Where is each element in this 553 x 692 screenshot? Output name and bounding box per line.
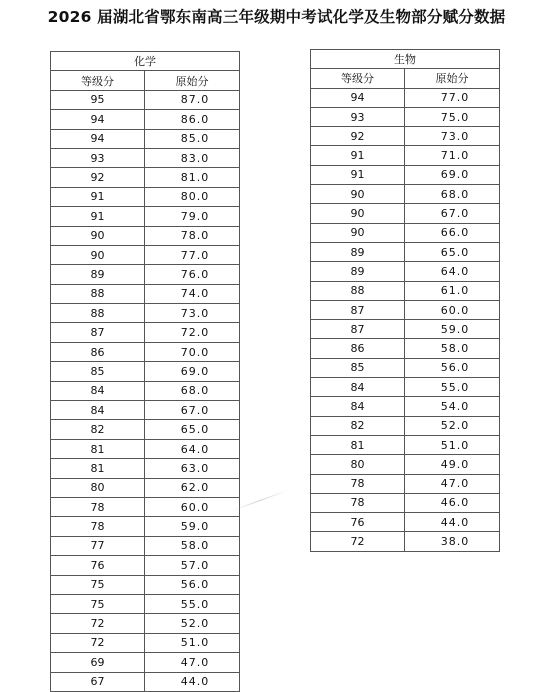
raw-score-cell: 78.0 [145, 226, 240, 245]
raw-score-cell: 51.0 [145, 633, 240, 652]
level-score-cell: 72 [51, 614, 145, 633]
table-row [51, 614, 240, 633]
level-score-cell: 93 [51, 148, 145, 167]
biology-table-title: 生物 [311, 50, 500, 69]
raw-score-cell: 58.0 [405, 339, 500, 358]
raw-score-cell: 54.0 [405, 397, 500, 416]
page-title: 2026 届湖北省鄂东南高三年级期中考试化学及生物部分赋分数据 [47, 8, 506, 26]
table-row [311, 513, 500, 532]
level-score-cell: 88 [51, 304, 145, 323]
level-score-cell: 81 [51, 439, 145, 458]
level-score-cell: 89 [311, 242, 405, 261]
table-row [51, 110, 240, 129]
raw-score-cell: 52.0 [145, 614, 240, 633]
raw-score-cell: 55.0 [405, 378, 500, 397]
level-score-cell: 94 [51, 129, 145, 148]
level-score-cell: 86 [311, 339, 405, 358]
table-row [51, 90, 240, 109]
level-score-cell: 85 [51, 362, 145, 381]
raw-score-cell: 65.0 [405, 242, 500, 261]
raw-score-cell: 71.0 [405, 146, 500, 165]
table-row [311, 532, 500, 551]
table-row [51, 226, 240, 245]
chemistry-table-body [51, 90, 240, 691]
table-row [51, 497, 240, 516]
raw-score-cell: 69.0 [145, 362, 240, 381]
table-row [51, 672, 240, 691]
table-row [51, 342, 240, 361]
raw-score-cell: 74.0 [145, 284, 240, 303]
level-score-cell: 91 [51, 207, 145, 226]
level-score-cell: 72 [311, 532, 405, 551]
table-row [51, 362, 240, 381]
table-row [311, 416, 500, 435]
table-row [51, 401, 240, 420]
level-score-cell: 90 [311, 223, 405, 242]
table-row [311, 320, 500, 339]
raw-score-cell: 87.0 [145, 90, 240, 109]
raw-score-cell: 65.0 [145, 420, 240, 439]
table-row [51, 265, 240, 284]
level-score-cell: 84 [51, 381, 145, 400]
raw-score-cell: 68.0 [145, 381, 240, 400]
level-score-cell: 67 [51, 672, 145, 691]
raw-score-cell: 61.0 [405, 281, 500, 300]
table-row [51, 633, 240, 652]
level-score-cell: 76 [311, 513, 405, 532]
table-row [311, 300, 500, 319]
raw-score-cell: 66.0 [405, 223, 500, 242]
table-row [51, 653, 240, 672]
table-row [51, 420, 240, 439]
level-score-cell: 90 [311, 204, 405, 223]
table-row [311, 493, 500, 512]
table-row [51, 207, 240, 226]
raw-score-cell: 86.0 [145, 110, 240, 129]
level-score-cell: 78 [311, 474, 405, 493]
raw-score-cell: 72.0 [145, 323, 240, 342]
level-score-cell: 92 [51, 168, 145, 187]
table-row [311, 378, 500, 397]
raw-score-cell: 83.0 [145, 148, 240, 167]
raw-score-cell: 49.0 [405, 455, 500, 474]
biology-col-raw-header: 原始分 [405, 69, 500, 88]
level-score-cell: 84 [311, 378, 405, 397]
table-row [311, 281, 500, 300]
chemistry-col-raw-header: 原始分 [145, 71, 240, 90]
table-row [311, 435, 500, 454]
raw-score-cell: 60.0 [405, 300, 500, 319]
level-score-cell: 88 [311, 281, 405, 300]
table-row [311, 127, 500, 146]
level-score-cell: 78 [51, 497, 145, 516]
level-score-cell: 69 [51, 653, 145, 672]
level-score-cell: 87 [311, 320, 405, 339]
table-row [51, 168, 240, 187]
table-row [311, 339, 500, 358]
table-row [51, 536, 240, 555]
table-row [51, 187, 240, 206]
table-row [51, 594, 240, 613]
table-row [51, 304, 240, 323]
level-score-cell: 94 [51, 110, 145, 129]
raw-score-cell: 55.0 [145, 594, 240, 613]
table-row [51, 245, 240, 264]
raw-score-cell: 52.0 [405, 416, 500, 435]
raw-score-cell: 76.0 [145, 265, 240, 284]
table-row [311, 262, 500, 281]
raw-score-cell: 79.0 [145, 207, 240, 226]
biology-table [310, 49, 500, 552]
raw-score-cell: 80.0 [145, 187, 240, 206]
raw-score-cell: 56.0 [145, 575, 240, 594]
level-score-cell: 77 [51, 536, 145, 555]
level-score-cell: 78 [311, 493, 405, 512]
table-row [51, 129, 240, 148]
raw-score-cell: 46.0 [405, 493, 500, 512]
raw-score-cell: 51.0 [405, 435, 500, 454]
table-row [311, 88, 500, 107]
raw-score-cell: 68.0 [405, 185, 500, 204]
table-row [311, 223, 500, 242]
level-score-cell: 90 [51, 245, 145, 264]
raw-score-cell: 73.0 [145, 304, 240, 323]
level-score-cell: 94 [311, 88, 405, 107]
biology-col-level-header: 等级分 [311, 69, 405, 88]
table-row [311, 185, 500, 204]
level-score-cell: 91 [51, 187, 145, 206]
raw-score-cell: 64.0 [405, 262, 500, 281]
raw-score-cell: 56.0 [405, 358, 500, 377]
raw-score-cell: 62.0 [145, 478, 240, 497]
level-score-cell: 84 [51, 401, 145, 420]
chemistry-table [50, 51, 240, 692]
raw-score-cell: 44.0 [405, 513, 500, 532]
raw-score-cell: 67.0 [145, 401, 240, 420]
table-row [311, 107, 500, 126]
level-score-cell: 80 [51, 478, 145, 497]
level-score-cell: 88 [51, 284, 145, 303]
raw-score-cell: 73.0 [405, 127, 500, 146]
table-row [51, 439, 240, 458]
level-score-cell: 91 [311, 146, 405, 165]
table-row [311, 358, 500, 377]
table-row [311, 146, 500, 165]
raw-score-cell: 77.0 [145, 245, 240, 264]
level-score-cell: 92 [311, 127, 405, 146]
level-score-cell: 90 [311, 185, 405, 204]
raw-score-cell: 59.0 [145, 517, 240, 536]
level-score-cell: 86 [51, 342, 145, 361]
level-score-cell: 95 [51, 90, 145, 109]
table-row [51, 148, 240, 167]
raw-score-cell: 64.0 [145, 439, 240, 458]
raw-score-cell: 69.0 [405, 165, 500, 184]
raw-score-cell: 75.0 [405, 107, 500, 126]
level-score-cell: 82 [51, 420, 145, 439]
table-row [51, 517, 240, 536]
level-score-cell: 85 [311, 358, 405, 377]
raw-score-cell: 67.0 [405, 204, 500, 223]
table-row [51, 478, 240, 497]
table-row [311, 242, 500, 261]
level-score-cell: 89 [311, 262, 405, 281]
raw-score-cell: 77.0 [405, 88, 500, 107]
level-score-cell: 75 [51, 575, 145, 594]
level-score-cell: 82 [311, 416, 405, 435]
table-row [311, 474, 500, 493]
table-row [51, 556, 240, 575]
raw-score-cell: 38.0 [405, 532, 500, 551]
level-score-cell: 81 [311, 435, 405, 454]
raw-score-cell: 57.0 [145, 556, 240, 575]
table-row [51, 284, 240, 303]
raw-score-cell: 60.0 [145, 497, 240, 516]
raw-score-cell: 47.0 [145, 653, 240, 672]
biology-table-body [311, 88, 500, 551]
raw-score-cell: 44.0 [145, 672, 240, 691]
level-score-cell: 84 [311, 397, 405, 416]
decorative-smudge [232, 490, 289, 511]
raw-score-cell: 59.0 [405, 320, 500, 339]
table-row [311, 165, 500, 184]
raw-score-cell: 81.0 [145, 168, 240, 187]
table-row [51, 575, 240, 594]
table-row [51, 323, 240, 342]
table-row [51, 381, 240, 400]
level-score-cell: 78 [51, 517, 145, 536]
level-score-cell: 75 [51, 594, 145, 613]
level-score-cell: 90 [51, 226, 145, 245]
table-row [311, 397, 500, 416]
chemistry-col-level-header: 等级分 [51, 71, 145, 90]
raw-score-cell: 85.0 [145, 129, 240, 148]
raw-score-cell: 47.0 [405, 474, 500, 493]
chemistry-table-title: 化学 [51, 52, 240, 71]
raw-score-cell: 58.0 [145, 536, 240, 555]
level-score-cell: 76 [51, 556, 145, 575]
table-row [311, 455, 500, 474]
level-score-cell: 93 [311, 107, 405, 126]
table-row [51, 459, 240, 478]
level-score-cell: 81 [51, 459, 145, 478]
level-score-cell: 87 [311, 300, 405, 319]
raw-score-cell: 70.0 [145, 342, 240, 361]
table-row [311, 204, 500, 223]
level-score-cell: 89 [51, 265, 145, 284]
raw-score-cell: 63.0 [145, 459, 240, 478]
level-score-cell: 91 [311, 165, 405, 184]
level-score-cell: 87 [51, 323, 145, 342]
level-score-cell: 80 [311, 455, 405, 474]
level-score-cell: 72 [51, 633, 145, 652]
